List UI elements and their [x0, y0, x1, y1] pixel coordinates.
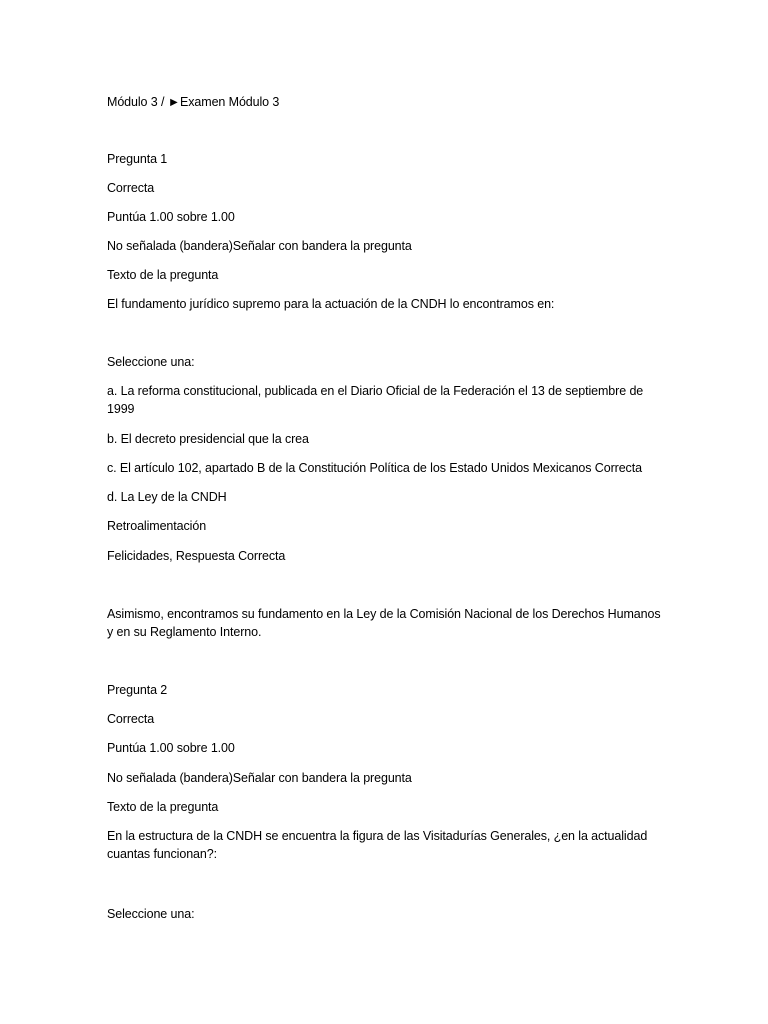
- question-1-flag: No señalada (bandera)Señalar con bandera la pregunta: [107, 239, 412, 253]
- breadcrumb: Módulo 3 / ►Examen Módulo 3: [107, 95, 280, 109]
- question-1-option-a: a. La reforma constitucional, publicada en el Diario Oficial de la Federación el 13 de septiembre de 1999: [107, 384, 644, 416]
- question-2-status: Correcta: [107, 712, 155, 726]
- question-2-text: En la estructura de la CNDH se encuentra la figura de las Visitadurías Generales, ¿en la actualidad cuantas funcionan?:: [107, 829, 648, 861]
- question-2-flag: No señalada (bandera)Señalar con bandera la pregunta: [107, 771, 412, 785]
- question-1-option-c: c. El artículo 102, apartado B de la Constitución Política de los Estado Unidos Mexicanos Correcta: [107, 461, 642, 475]
- question-1-select-label: Seleccione una:: [107, 355, 195, 369]
- question-2-title: Pregunta 2: [107, 683, 168, 697]
- question-1-status: Correcta: [107, 181, 155, 195]
- question-1-feedback: Felicidades, Respuesta Correcta: [107, 549, 286, 563]
- question-1-score: Puntúa 1.00 sobre 1.00: [107, 210, 235, 224]
- question-2-text-label: Texto de la pregunta: [107, 800, 219, 814]
- question-1-title: Pregunta 1: [107, 152, 168, 166]
- question-1-option-d: d. La Ley de la CNDH: [107, 490, 227, 504]
- question-1-text: El fundamento jurídico supremo para la actuación de la CNDH lo encontramos en:: [107, 297, 555, 311]
- question-2-score: Puntúa 1.00 sobre 1.00: [107, 741, 235, 755]
- question-1-feedback-label: Retroalimentación: [107, 519, 207, 533]
- question-1-option-b: b. El decreto presidencial que la crea: [107, 432, 309, 446]
- question-1-text-label: Texto de la pregunta: [107, 268, 219, 282]
- question-1-feedback-extra: Asimismo, encontramos su fundamento en la Ley de la Comisión Nacional de los Derechos Humanos y en su Reglamento Interno.: [107, 607, 661, 639]
- question-2-select-label: Seleccione una:: [107, 907, 195, 921]
